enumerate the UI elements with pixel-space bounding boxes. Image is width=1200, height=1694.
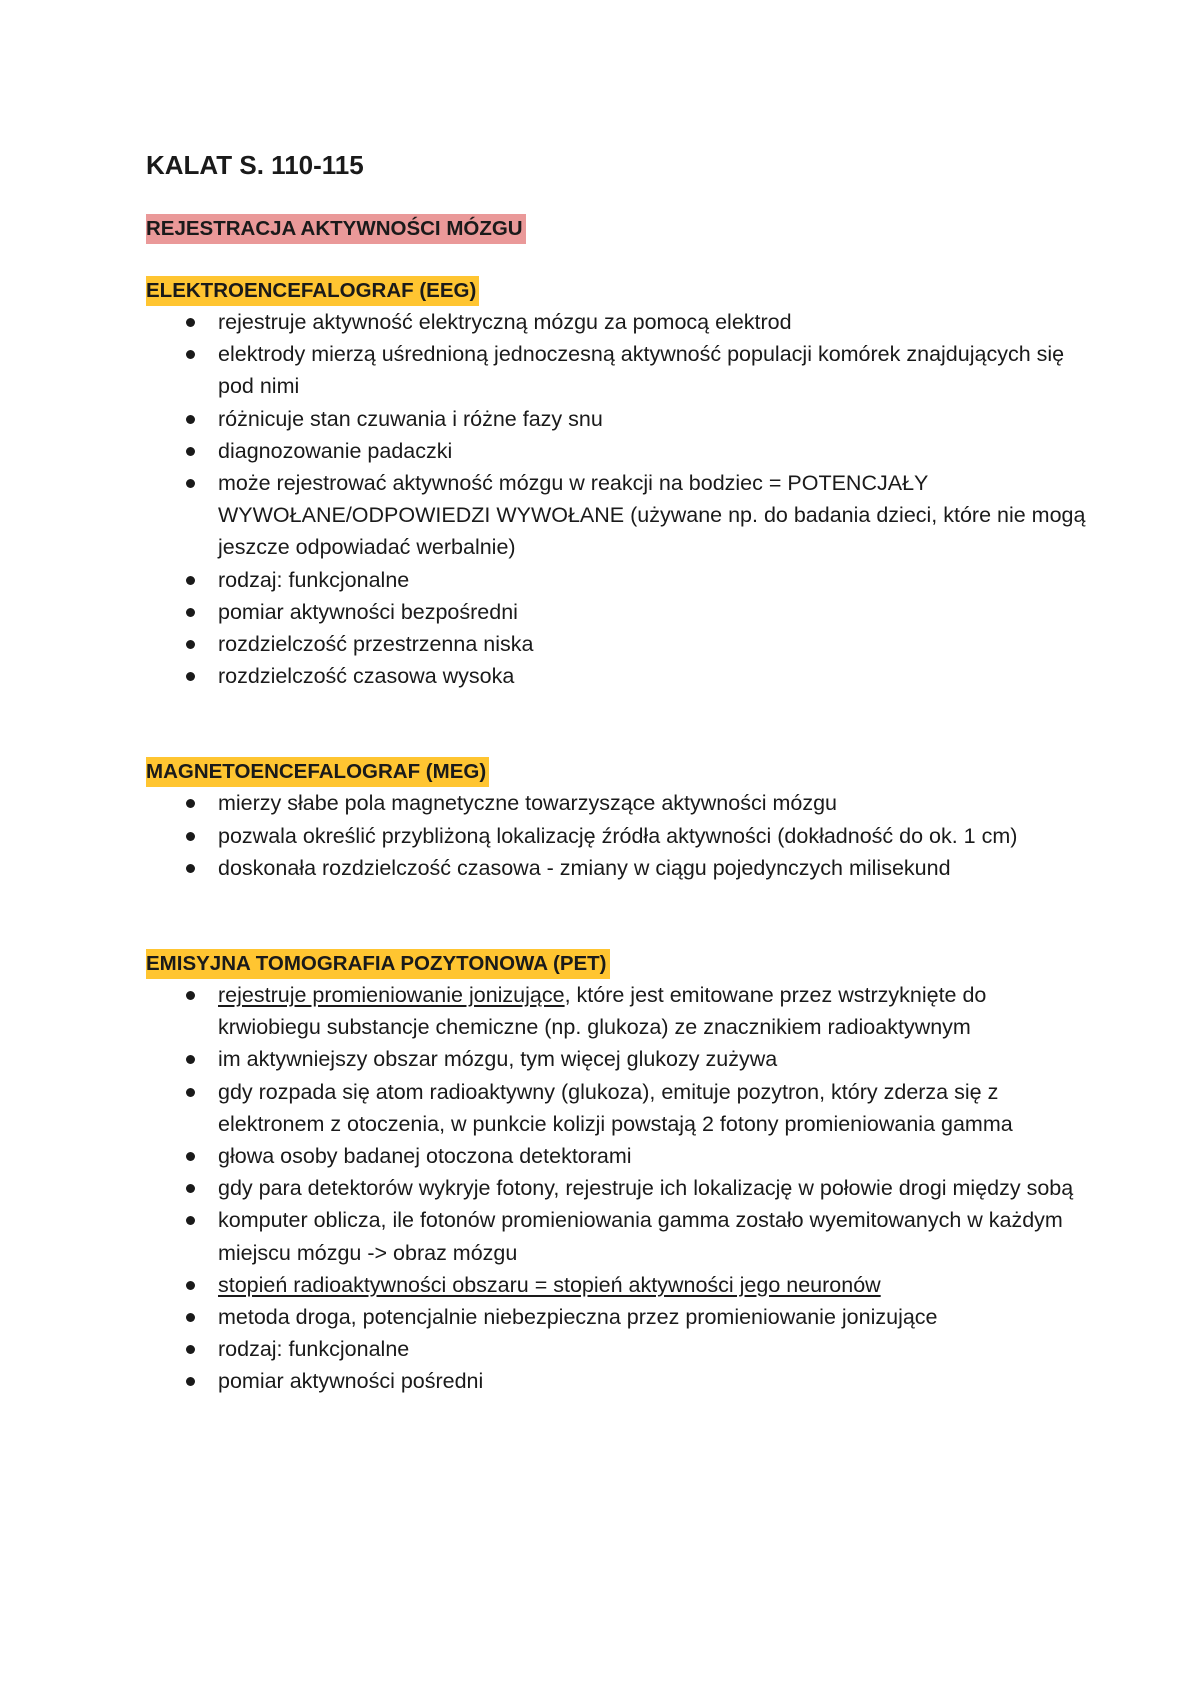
list-item <box>146 1269 1086 1301</box>
list-item: rodzaj: funkcjonalne <box>146 564 1086 596</box>
document-page <box>146 148 1086 1398</box>
list-item: pomiar aktywności pośredni <box>146 1365 1086 1397</box>
list-item: głowa osoby badanej otoczona detektorami <box>146 1140 1086 1172</box>
list-item: komputer oblicza, ile fotonów promieniowania gamma zostało wyemitowanych w każdym miejscu mózgu -> obraz mózgu <box>146 1204 1086 1268</box>
section-heading-eeg: ELEKTROENCEFALOGRAF (EEG) <box>146 276 479 306</box>
list-item: rozdzielczość czasowa wysoka <box>146 660 1086 692</box>
main-heading-row <box>146 214 1086 244</box>
list-item: mierzy słabe pola magnetyczne towarzyszące aktywności mózgu <box>146 787 1086 819</box>
list-item <box>146 979 1086 1043</box>
list-item: rozdzielczość przestrzenna niska <box>146 628 1086 660</box>
section-meg <box>146 757 1086 884</box>
list-item: gdy rozpada się atom radioaktywny (glukoza), emituje pozytron, który zderza się z elektronem z otoczenia, w punkcie kolizji powstają 2 fotony promieniowania gamma <box>146 1076 1086 1140</box>
list-item: może rejestrować aktywność mózgu w reakcji na bodziec = POTENCJAŁY WYWOŁANE/ODPOWIEDZI WYWOŁANE (używane np. do badania dzieci, które nie mogą jeszcze odpowiadać werbalnie) <box>146 467 1086 564</box>
list-item: pozwala określić przybliżoną lokalizację źródła aktywności (dokładność do ok. 1 cm) <box>146 820 1086 852</box>
list-item-text: , które jest emitowane przez wstrzyknięte do krwiobiegu substancje chemiczne (np. glukoza) ze znacznikiem radioaktywnym <box>218 983 987 1040</box>
underlined-phrase: stopień radioaktywności obszaru = stopień aktywności jego neuronów <box>218 1272 881 1297</box>
section-pet <box>146 949 1086 1398</box>
section-heading-meg: MAGNETOENCEFALOGRAF (MEG) <box>146 757 489 787</box>
underlined-phrase: rejestruje promieniowanie jonizujące <box>218 983 565 1008</box>
list-item: metoda droga, potencjalnie niebezpieczna przez promieniowanie jonizujące <box>146 1301 1086 1333</box>
list-item: gdy para detektorów wykryje fotony, rejestruje ich lokalizację w połowie drogi między sobą <box>146 1172 1086 1204</box>
section-eeg <box>146 276 1086 692</box>
list-item: różnicuje stan czuwania i różne fazy snu <box>146 403 1086 435</box>
eeg-bullet-list <box>146 306 1086 692</box>
list-item: doskonała rozdzielczość czasowa - zmiany w ciągu pojedynczych milisekund <box>146 852 1086 884</box>
list-item: rejestruje aktywność elektryczną mózgu za pomocą elektrod <box>146 306 1086 338</box>
list-item: pomiar aktywności bezpośredni <box>146 596 1086 628</box>
main-heading: REJESTRACJA AKTYWNOŚCI MÓZGU <box>146 214 526 244</box>
pet-bullet-list <box>146 979 1086 1398</box>
list-item: im aktywniejszy obszar mózgu, tym więcej glukozy zużywa <box>146 1043 1086 1075</box>
list-item: elektrody mierzą uśrednioną jednoczesną aktywność populacji komórek znajdujących się pod nimi <box>146 338 1086 402</box>
document-title: KALAT S. 110-115 <box>146 150 364 180</box>
list-item: diagnozowanie padaczki <box>146 435 1086 467</box>
section-heading-pet: EMISYJNA TOMOGRAFIA POZYTONOWA (PET) <box>146 949 610 979</box>
list-item: rodzaj: funkcjonalne <box>146 1333 1086 1365</box>
meg-bullet-list <box>146 787 1086 884</box>
